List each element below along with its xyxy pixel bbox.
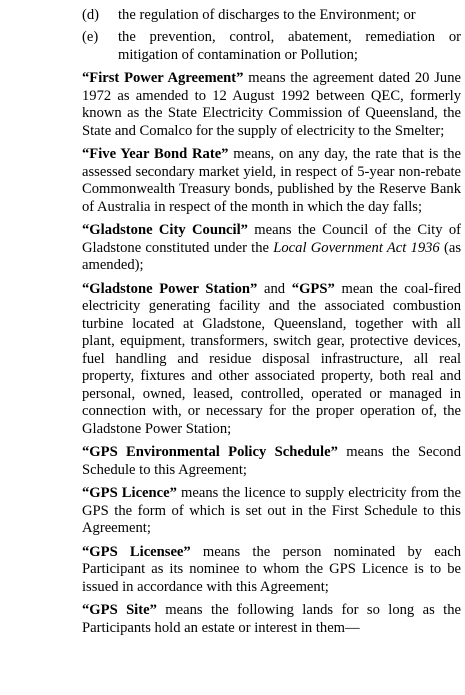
definition-text: means the following lands for so long as the Participants hold an estate or interest in them— [82, 602, 461, 636]
definition-gps-licensee [82, 544, 461, 597]
act-title: Local Government Act 1936 [273, 239, 440, 256]
defined-term: “GPS Site” [82, 602, 157, 618]
definition-text: (as amended); [82, 239, 461, 273]
definition-first-power-agreement [82, 70, 461, 140]
defined-term: “GPS Environmental Policy Schedule” [82, 444, 338, 460]
defined-term: “Gladstone Power Station” [82, 280, 258, 297]
definition-text: mean the coal-fired electricity generating facility and the associated combustion turbine located at Gladstone, Queensland, together with all plant, equipment, transformers, switch gear, protective devices, fuel handling and residue disposal infrastructure, all real property, fixtures and other associated property, both real and personal, owned, leased, controlled, operated or managed in connection with, or necessary for the proper operation of, the Gladstone Power Station; [82, 280, 462, 437]
definition-gladstone-city-council [82, 222, 461, 275]
list-item-d [82, 6, 461, 24]
definition-text: means the person nominated by each Participant as its nominee to whom the GPS Licence is to be issued in accordance with this Agreement; [82, 543, 461, 595]
definition-gladstone-power-station [82, 281, 461, 439]
definition-five-year-bond-rate [82, 146, 461, 216]
conjunction-text: and [257, 280, 292, 297]
definition-text: means the Second Schedule to this Agreement; [82, 444, 461, 478]
definition-gps-licence [82, 485, 461, 538]
document-page [82, 6, 461, 643]
list-item-e [82, 28, 461, 64]
defined-term: “GPS Licence” [82, 485, 177, 501]
defined-term: “GPS” [291, 280, 335, 297]
definition-text: means, on any day, the rate that is the assessed secondary market yield, in respect of 5-year non-rebate Commonwealth Treasury bonds, published by the Reserve Bank of Australia in respect of the month in which the day falls; [82, 146, 461, 215]
list-item-text: the prevention, control, abatement, remediation or mitigation of contamination or Pollution; [118, 29, 461, 63]
definition-text: means the Council of the City of Gladstone constituted under the [82, 222, 461, 256]
defined-term: “First Power Agreement” [82, 70, 244, 86]
defined-term: “Five Year Bond Rate” [82, 146, 229, 162]
list-item-number: (e) [82, 29, 99, 45]
defined-term: “Gladstone City Council” [82, 222, 248, 238]
list-item-text: the regulation of discharges to the Environment; or [118, 7, 416, 23]
list-item-number: (d) [82, 7, 100, 23]
definition-text: means the agreement dated 20 June 1972 as amended to 12 August 1992 between QEC, formerly known as the State Electricity Commission of Queensland, the State and Comalco for the supply of electricity to the Smelter; [82, 70, 461, 139]
definition-gps-environmental-policy-schedule [82, 444, 461, 479]
definition-text: means the licence to supply electricity from the GPS the form of which is set out in the First Schedule to this Agreement; [82, 485, 461, 536]
defined-term: “GPS Licensee” [82, 543, 191, 560]
definition-gps-site [82, 602, 461, 637]
